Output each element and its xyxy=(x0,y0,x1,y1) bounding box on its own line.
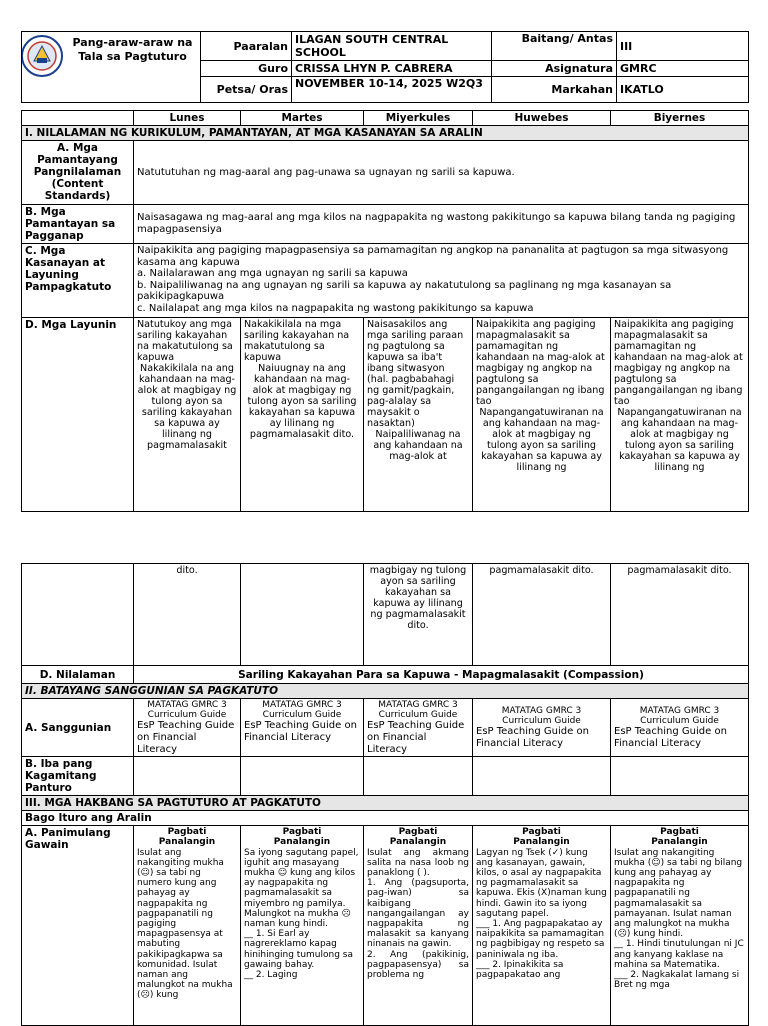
form-title: Pang-araw-araw na Tala sa Pagtuturo xyxy=(72,36,193,63)
activity-miyerkules: Isulat ang akmang salita na nasa loob ng panaklong ( ). 1. Ang (pagsuporta, pag-iwan) sa kaibigang nangangailangan ay nagpapakita ng malasakit sa kanyang ninanais na gawin. 2. Ang (pakikinig, pagpapasensya) sa problema ng xyxy=(367,847,469,981)
objective-huwebes-cont: pagmamalasakit dito. xyxy=(489,565,594,576)
objective-lunes-cont: dito. xyxy=(176,565,198,576)
day-miyerkules: Miyerkules xyxy=(385,112,451,124)
objective-huwebes-2: Napangangatuwiranan na ang kahandaan na mag-alok at magbigay ng tulong ayon sa sariling kakayahan sa kapuwa ay lilinang ng xyxy=(479,407,604,473)
competencies-text: Naipakikita ang pagiging mapagpasensiya sa pamamagitan ng angkop na pananalita at pagtugon sa mga sitwasyong kasama ang kapuwa a. Nailalarawan ang mga ugnayan ng sarili sa kapuwa b. Naipaliliwanag na ang ugnayan ng sarili sa kapuwa ay nakatutulong sa paglinang ng mga kasanayan sa pakikipagkapuwa c. Nailalapat ang mga kilos na nagpapakita ng wastong pakikitungo sa kapuwa xyxy=(137,245,729,314)
day-lunes: Lunes xyxy=(169,112,205,124)
content-standards-text: Natututuhan ng mag-aaral ang pag-unawa sa ugnayan ng sarili sa kapuwa. xyxy=(137,166,515,178)
sanggunian-lunes-2: EsP Teaching Guide on Financial Literacy xyxy=(137,720,235,755)
sanggunian-martes-1: MATATAG GMRC 3 Curriculum Guide xyxy=(262,700,342,721)
competencies-label: C. Mga Kasanayan at Layuning Pampagkatuto xyxy=(25,245,112,293)
objective-biyernes: Naipakikita ang pagiging mapagmalasakit sa pamamagitan ng kahandaan na mag-alok at magbigay ng angkop na pagtulong sa pangangailangan ng ibang tao xyxy=(614,319,743,407)
sanggunian-biyernes-1: MATATAG GMRC 3 Curriculum Guide xyxy=(639,705,720,726)
markahan-value: IKATLO xyxy=(620,83,664,96)
bago-ituro-label: Bago Ituro ang Aralin xyxy=(25,812,152,825)
objective-martes-2: Naiuugnay na ang kahandaan na mag-alok at magbigay ng tulong ayon sa sariling kakayahan sa kapuwa ay lilinang ng pagmamalasakit dito. xyxy=(247,363,357,440)
panalangin-miyerkules: Panalangin xyxy=(389,837,447,848)
sanggunian-lunes-1: MATATAG GMRC 3 Curriculum Guide xyxy=(147,700,227,721)
objectives-label: D. Mga Layunin xyxy=(25,319,117,331)
activity-huwebes: Lagyan ng Tsek (✓) kung ang kasanayan, gawain, kilos, o asal ay nagpapakita ng pagmamalasakit sa kapuwa. Ekis (X)naman kung hindi. Gawin ito sa iyong sagutang papel. ___ 1. Ang pagpapakatao ay naipakikita sa pamamagitan ng pagbibigay ng respeto sa paniniwala ng iba. ___ 2. Ipinakikita sa pagpapakatao ang xyxy=(476,847,607,981)
sanggunian-miyerkules-1: MATATAG GMRC 3 Curriculum Guide xyxy=(378,700,458,721)
section-3-heading: III. MGA HAKBANG SA PAGTUTURO AT PAGKATUTO xyxy=(25,797,321,810)
activity-martes: Sa iyong sagutang papel, iguhit ang masayang mukha ☺ kung ang kilos ay nagpapakita ng pagmamalasakit sa miyembro ng pamilya. Malungkot na mukha ☹ naman kung hindi. __ 1. Si Earl ay nagrereklamo kapag hinihinging tumulong sa gawaing bahay. __ 2. Laging xyxy=(244,847,359,981)
sanggunian-biyernes-2: EsP Teaching Guide on Financial Literacy xyxy=(614,726,727,749)
pagbati-biyernes: Pagbati xyxy=(660,827,699,838)
panimulang-gawain-label: A. Panimulang Gawain xyxy=(25,827,111,852)
paaralan-label: Paaralan xyxy=(233,39,288,53)
objective-biyernes-cont: pagmamalasakit dito. xyxy=(627,565,732,576)
guro-label: Guro xyxy=(258,62,288,75)
sanggunian-label: A. Sanggunian xyxy=(25,721,112,734)
nilalaman-text: Sariling Kakayahan Para sa Kapuwa - Mapagmalasakit (Compassion) xyxy=(238,668,644,681)
petsa-label: Petsa/ Oras xyxy=(216,83,288,96)
sanggunian-huwebes-1: MATATAG GMRC 3 Curriculum Guide xyxy=(501,705,582,726)
sanggunian-huwebes-2: EsP Teaching Guide on Financial Literacy xyxy=(476,726,589,749)
day-biyernes: Biyernes xyxy=(653,112,706,124)
sanggunian-miyerkules-2: EsP Teaching Guide on Financial Literacy xyxy=(367,720,465,755)
days-header-row xyxy=(22,111,749,126)
pagbati-lunes: Pagbati xyxy=(167,827,207,838)
objective-miyerkules-2: Naipaliliwanag na ang kahandaan na mag-alok at xyxy=(373,429,463,462)
petsa-value: NOVEMBER 10-14, 2025 W2Q3 xyxy=(295,77,483,90)
baitang-value: III xyxy=(620,39,633,53)
pagbati-martes: Pagbati xyxy=(282,827,322,838)
plan-table-page-1 xyxy=(21,110,749,512)
sanggunian-martes-2: EsP Teaching Guide on Financial Literacy xyxy=(244,720,357,743)
asignatura-label: Asignatura xyxy=(545,62,613,75)
pagbati-miyerkules: Pagbati xyxy=(398,827,438,838)
performance-standards-label: B. Mga Pamantayan sa Pagganap xyxy=(25,206,116,242)
markahan-label: Markahan xyxy=(551,83,613,96)
section-2-heading: II. BATAYANG SANGGUNIAN SA PAGKATUTO xyxy=(25,685,278,697)
pagbati-huwebes: Pagbati xyxy=(522,827,561,838)
iba-pang-kagamitan-label: B. Iba pang Kagamitang Panturo xyxy=(25,758,97,795)
guro-value: CRISSA LHYN P. CABRERA xyxy=(295,62,453,75)
objective-martes: Nakakikilala na mga sariling kakayahan na makatutulong sa kapuwa xyxy=(244,319,350,363)
panalangin-biyernes: Panalangin xyxy=(651,837,708,848)
panalangin-lunes: Panalangin xyxy=(158,837,216,848)
day-huwebes: Huwebes xyxy=(514,112,569,124)
paaralan-value: ILAGAN SOUTH CENTRAL SCHOOL xyxy=(295,33,449,59)
panalangin-martes: Panalangin xyxy=(273,837,331,848)
content-standards-label: A. Mga Pamantayang Pangnilalaman (Content Standards) xyxy=(33,142,122,202)
nilalaman-label: D. Nilalaman xyxy=(39,668,116,681)
panalangin-huwebes: Panalangin xyxy=(513,837,570,848)
objective-lunes: Natutukoy ang mga sariling kakayahan na makatutulong sa kapuwa xyxy=(137,319,233,363)
header-table xyxy=(21,31,749,103)
objective-lunes-2: Nakakikilala na ang kahandaan na mag-alok at magbigay ng tulong ayon sa sariling kakayahan sa kapuwa ay lilinang ng pagmamalasakit xyxy=(137,363,237,451)
activity-biyernes: Isulat ang nakangiting mukha (☺) sa tabi ng bilang kung ang pahayag ay nagpapakita ng pagpapanatili ng pagmamalasakit sa pamayanan. Isulat naman ang malungkot na mukha (☹) kung hindi. __ 1. Hindi tinutulungan ni JC ang kanyang kaklase na mahina sa Matematika. ___ 2. Nagkakalat lamang si Bret ng mga xyxy=(614,847,744,991)
activity-lunes: Isulat ang nakangiting mukha (☺) sa tabi ng numero kung ang pahayag ay nagpapakita ng pagpapanatili ng pagiging mapagpasensya at mabuting pakikipagkapwa sa komunidad. Isulat naman ang malungkot na mukha (☹) kung xyxy=(137,847,233,1001)
objective-biyernes-2: Napangangatuwiranan na ang kahandaan na mag-alok at magbigay ng tulong ayon sa sariling kakayahan sa kapuwa ay lilinang ng xyxy=(617,407,742,473)
objective-miyerkules: Naisasakilos ang mga sariling paraan ng pagtulong sa kapuwa sa iba't ibang sitwasyon (hal. pagbabahagi ng gamit/pagkain, pag-alalay sa maysakit o nasaktan) xyxy=(367,319,464,429)
objective-miyerkules-cont: magbigay ng tulong ayon sa sariling kakayahan sa kapuwa ay lilinang ng pagmamalasakit dito. xyxy=(369,565,467,631)
performance-standards-text: Naisasagawa ng mag-aaral ang mga kilos na nagpapakita ng wastong pakikitungo sa kapuwa bilang tanda ng pagiging mapagpasensiya xyxy=(137,212,736,235)
objective-huwebes: Naipakikita ang pagiging mapagmalasakit sa pamamagitan ng kahandaan na mag-alok at magbigay ng angkop na pagtulong sa pangangailangan ng ibang tao xyxy=(476,319,605,407)
plan-table-page-2 xyxy=(21,563,749,1026)
asignatura-value: GMRC xyxy=(620,62,657,75)
baitang-label: Baitang/ Antas xyxy=(521,32,613,45)
day-martes: Martes xyxy=(281,112,323,124)
section-1-heading: I. NILALAMAN NG KURIKULUM, PAMANTAYAN, AT MGA KASANAYAN SA ARALIN xyxy=(25,127,483,139)
